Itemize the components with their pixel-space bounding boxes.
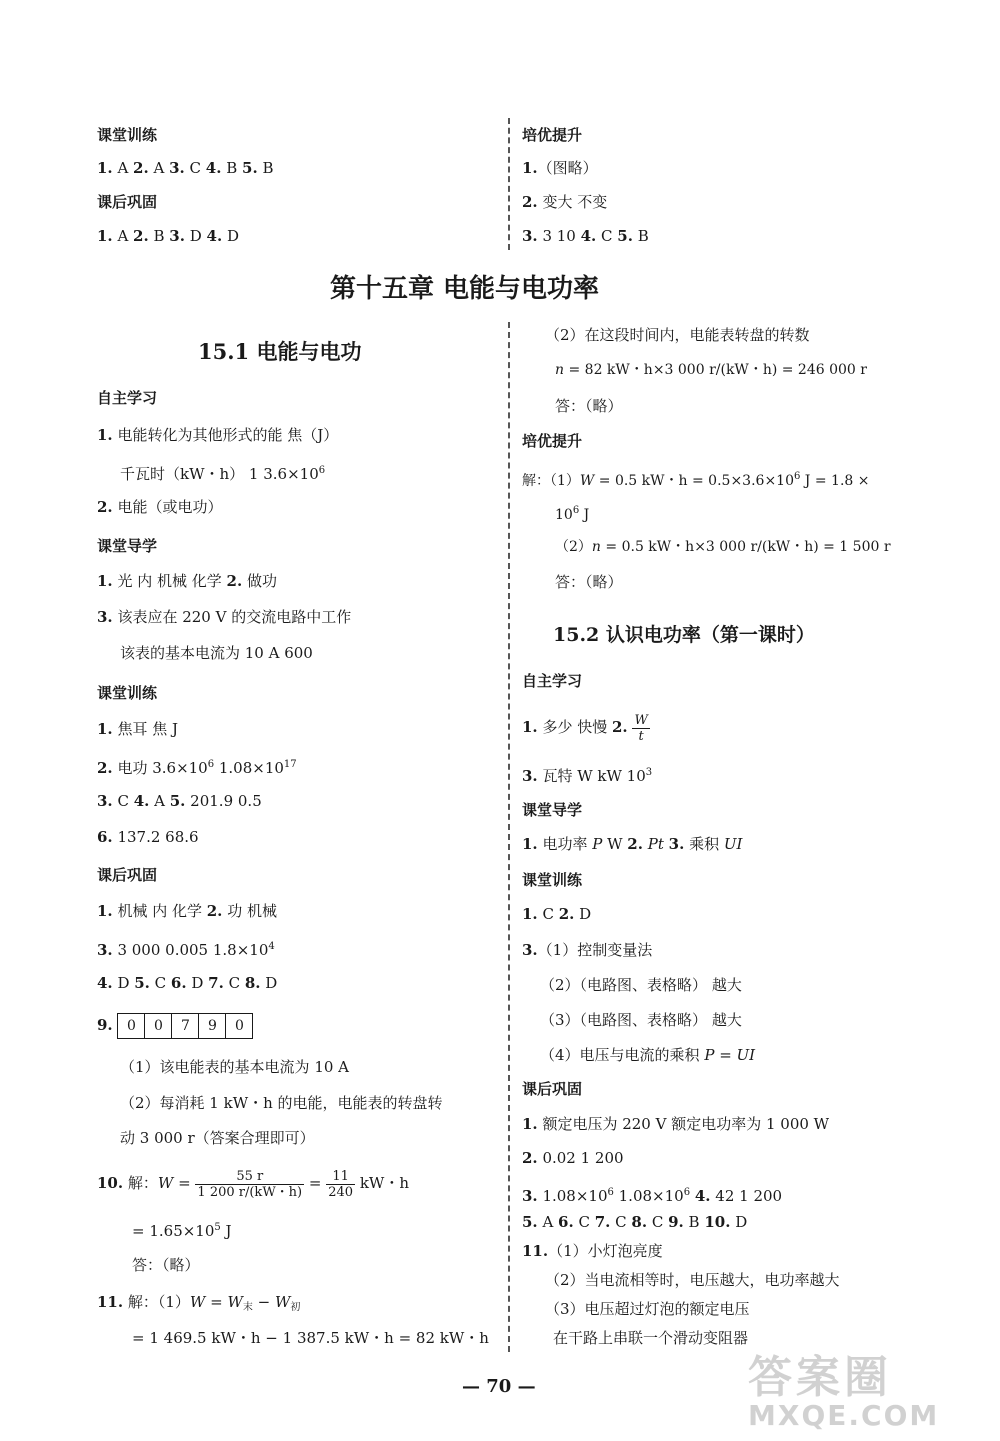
formula-line: = $1.65\times 10^5$ J [132,1222,232,1240]
answer-line: 1. A 2. A 3. C 4. B 5. B [97,159,274,177]
section-heading: 自主学习 [97,389,158,407]
answer-line: 2. 0.02 1 200 [522,1149,624,1167]
section-heading: 课堂训练 [97,126,158,144]
page-number: — 70 — [462,1376,536,1397]
answer-line: 3. 该表应在 220 V 的交流电路中工作 [97,608,352,626]
answer-line: 3. 瓦特 W kW $10^3$ [522,767,653,785]
answer-line: 该表的基本电流为 10 A 600 [120,644,313,662]
formula-line: = 1 469.5 kW・h − 1 387.5 kW・h = 82 kW・h [132,1329,489,1347]
answer-line: 2. 变大 不变 [522,193,608,211]
answer-line: （3）电压超过灯泡的额定电压 [545,1300,750,1318]
formula-line: 10. 解：W = $\frac{55 r}{1 200 r/(kW・h)}$ = $\frac{11}{240}$ kW・h [97,1168,409,1200]
answer-line: 3. C 4. A 5. 201.9 0.5 [97,792,262,810]
formula-line: 11. 解：$(1)W = W_末 - W_初$ [97,1293,301,1313]
column-divider [508,322,510,1352]
answer-line: 1. A 2. B 3. D 4. D [97,227,239,245]
answer-line: 1. C 2. D [522,905,592,923]
answer-line: （3）（电路图、表格略） 越大 [540,1011,742,1029]
section-heading: 课堂训练 [97,684,158,702]
section-heading: 课后巩固 [522,1080,583,1098]
answer-line: 动 3 000 r（答案合理即可） [120,1129,315,1147]
formula-line: 解：（1）W = 0.5 kW・$h = 0.5\times 3.6\times 10^6$ J = 1.8 × [522,471,870,489]
watermark-logo [748,1341,978,1433]
answer-line: 1. 额定电压为 220 V 额定电功率为 1 000 W [522,1115,830,1133]
answer-line: 2. 电功 $3.6\times 10^6$ $1.08\times 10^{17}$ [97,759,297,777]
section-title: 15.1 电能与电功 [198,339,362,364]
answer-line: （2）当电流相等时，电压越大，电功率越大 [545,1271,840,1289]
answer-line: （4）电压与电流的乘积 P = UI [540,1046,756,1064]
answer-line: 在干路上串联一个滑动变阻器 [553,1329,749,1347]
answer-line: 1. 光 内 机械 化学 2. 做功 [97,572,277,590]
meter-digit-boxes: 0 0 7 9 0 [117,1013,253,1039]
chapter-title: 第十五章 电能与电功率 [330,274,600,304]
answer-line: 3. 3 10 4. C 5. B [522,227,649,245]
section-heading: 课堂导学 [97,537,158,555]
answer-line: 1. 多少 快慢 2. $\frac{W}{t}$ [522,712,648,744]
answer-line: （2）每消耗 1 kW・h 的电能，电能表的转盘转 [120,1094,443,1112]
section-heading: 课堂训练 [522,871,583,889]
section-heading: 课后巩固 [97,866,158,884]
section-heading: 培优提升 [522,126,583,144]
answer-line: 5. A 6. C 7. C 8. C 9. B 10. D [522,1213,748,1231]
watermark-url: MXQE.COM [748,1399,940,1432]
formula-line: $10^6$ J [555,505,590,523]
section-heading: 课堂导学 [522,801,583,819]
answer-line: 6. 137.2 68.6 [97,828,199,846]
answer-line: 2. 电能（或电功） [97,498,223,516]
answer-line: 答：（略） [555,573,623,591]
answer-line: （1）该电能表的基本电流为 10 A [120,1058,350,1076]
answer-line: 4. D 5. C 6. D 7. C 8. D [97,974,278,992]
answer-line: 千瓦时（kW・h） 1 $3.6\times 10^6$ [120,465,326,483]
answer-line: 答：（略） [555,397,623,415]
answer-line: 答：（略） [132,1256,200,1274]
answer-line: 1. 机械 内 化学 2. 功 机械 [97,902,277,920]
section-title: 15.2 认识电功率（第一课时） [553,624,815,646]
answer-line: （2）（电路图、表格略） 越大 [540,976,742,994]
answer-line: 1.（图略） [522,159,598,177]
watermark-text: 答案圈 [748,1352,892,1403]
formula-line: n = 82 kW・h×3 000 r/(kW・h) = 246 000 r [555,362,867,378]
answer-line: 1. 电能转化为其他形式的能 焦（J） [97,426,339,444]
section-heading: 培优提升 [522,432,583,450]
answer-line: 3. 3 000 0.005 $1.8\times 10^4$ [97,941,275,959]
answer-line: 3.（1）控制变量法 [522,941,653,959]
answer-line: 1. 电功率 P W 2. Pt 3. 乘积 UI [522,835,743,853]
fraction: $\frac{W}{t}$ [634,712,648,744]
answer-line: 11.（1）小灯泡亮度 [522,1242,663,1260]
fraction: $\frac{55 r}{1 200 r/(kW・h)}$ [197,1168,303,1200]
answer-line: 1. 焦耳 焦 J [97,720,178,738]
answer-line: （2）在这段时间内，电能表转盘的转数 [545,326,810,344]
column-divider [508,118,510,250]
section-heading: 自主学习 [522,672,583,690]
formula-line: （2）n = 0.5 kW・h×3 000 r/(kW・h) = 1 500 r [555,539,891,555]
meter-reading: 9. 0 0 7 9 0 [97,1012,253,1039]
answer-line: 3. $1.08\times 10^6$ $1.08\times 10^6$ 4. 42 1 200 [522,1187,783,1205]
section-heading: 课后巩固 [97,193,158,211]
fraction: $\frac{11}{240}$ [328,1168,354,1200]
